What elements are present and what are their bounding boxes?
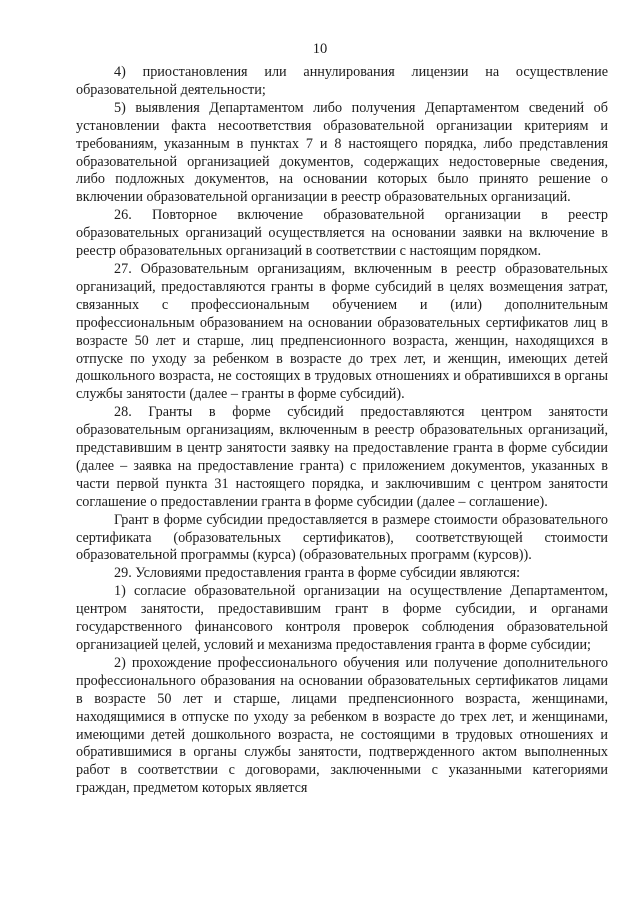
paragraph-condition-2: 2) прохождение профессионального обучения или получение дополнительного профессионального образования на основании образовательных сертификатов лицами в возрасте 50 лет и старше, лицами предпенсионного возраста, женщинами, находящимися в отпуске по уходу за ребенком в возрасте до трех лет, и женщинами, имеющими детей дошкольного возраста, не состоящими в трудовых отношениях и обратившимися в органы службы занятости, подтвержденного актом выполненных работ в соответствии с договорами, заключенными с указанными категориями граждан, предметом которых является <box>76 654 608 797</box>
paragraph-condition-1: 1) согласие образовательной организации на осуществление Департаментом, центром занятости, предоставившим грант в форме субсидии, и органами государственного финансового контроля проверок соблюдения образовательной организацией целей, условий и механизма предоставления гранта в форме субсидии; <box>76 583 608 653</box>
paragraph-item-4: 4) приостановления или аннулирования лицензии на осуществление образовательной деятельности; <box>76 64 608 98</box>
paragraph-28: 28. Гранты в форме субсидий предоставляются центром занятости образовательным организациям, включенным в реестр образовательных организаций, представившим в центр занятости заявку на предоставление гранта в форме субсидии (далее – заявка на предоставление гранта) с приложением документов, указанных в части первой пункта 31 настоящего порядка, и заключившим с центром занятости соглашение о предоставлении гранта в форме субсидии (далее – соглашение). <box>76 404 608 510</box>
paragraph-26: 26. Повторное включение образовательной организации в реестр образовательных организаций осуществляется на основании заявки на включение в реестр образовательных организаций в соответствии с настоящим порядком. <box>76 207 608 260</box>
paragraph-item-5: 5) выявления Департаментом либо получения Департаментом сведений об установлении факта несоответствия образовательной организации критериям и требованиям, указанным в пунктах 7 и 8 настоящего порядка, либо представления образовательной организацией документов, содержащих недостоверные сведения, либо подложных документов, на основании которых было принято решение о включении образовательной организации в реестр образовательных организаций. <box>76 99 608 206</box>
paragraph-27: 27. Образовательным организациям, включенным в реестр образовательных организаций, предоставляются гранты в форме субсидий в целях возмещения затрат, связанных с профессиональным обучением и (или) дополнительным профессиональным образованием на основании образовательных сертификатов лиц в возрасте 50 лет и старше, лиц предпенсионного возраста, женщин, находящихся в отпуске по уходу за ребенком в возрасте до трех лет, и женщин, имеющих детей дошкольного возраста, не состоящих в трудовых отношениях и обратившихся в органы службы занятости (далее – гранты в форме субсидий). <box>76 260 608 403</box>
paragraph-29: 29. Условиями предоставления гранта в форме субсидии являются: <box>114 565 521 582</box>
document-body <box>76 64 608 798</box>
paragraph-grant-amount: Грант в форме субсидии предоставляется в размере стоимости образовательного сертификата (образовательных сертификатов), соответствующей стоимости образовательной программы (курса) (образовательных программ (курсов)). <box>76 511 608 564</box>
page-number: 10 <box>312 41 328 57</box>
